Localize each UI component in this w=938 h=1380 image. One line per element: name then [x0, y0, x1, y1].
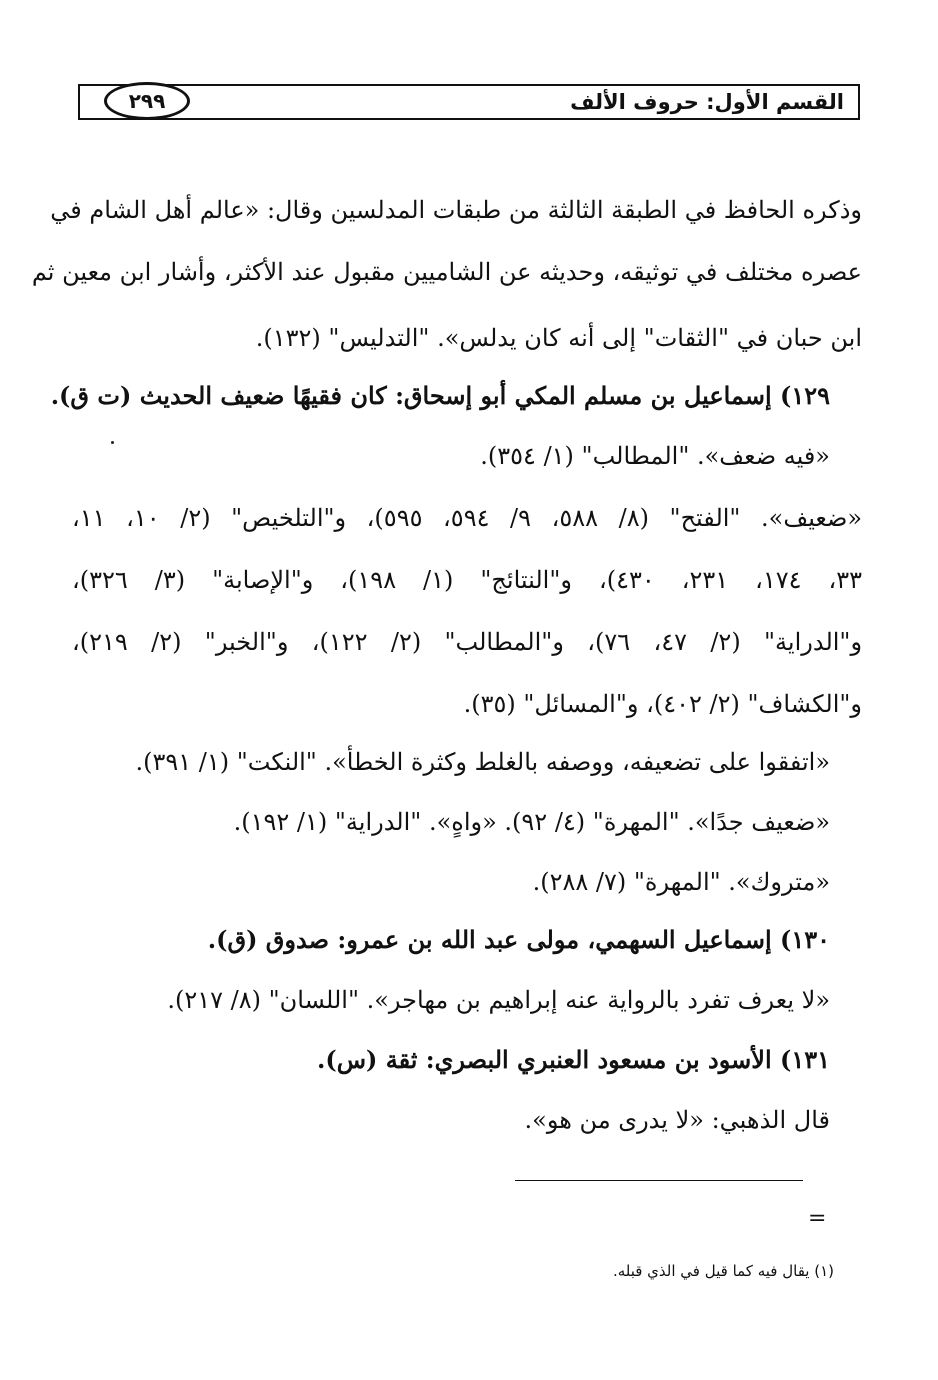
text-line-16: قال الذهبي: «لا يدرى من هو». [524, 1106, 830, 1134]
text-line-12: «متروك». "المهرة" (٧/ ٢٨٨). [532, 868, 830, 896]
footnote-divider [515, 1180, 803, 1181]
text-line-10: «اتفقوا على تضعيفه، ووصفه بالغلط وكثرة الخطأ». "النكت" (١/ ٣٩١). [135, 748, 830, 776]
text-line-1: وذكره الحافظ في الطبقة الثالثة من طبقات المدلسين وقال: «عالم أهل الشام في [50, 196, 862, 224]
text-line-6: «ضعيف». "الفتح" (٨/ ٥٨٨، ٩/ ٥٩٤، ٥٩٥)، و"التلخيص" (٢/ ١٠، ١١، [72, 504, 863, 532]
text-line-7: ٣٣، ١٧٤، ٢٣١، ٤٣٠)، و"النتائج" (١/ ١٩٨)، و"الإصابة" (٣/ ٣٢٦)، [72, 566, 863, 594]
text-line-9: و"الكشاف" (٢/ ٤٠٢)، و"المسائل" (٣٥). [463, 690, 862, 718]
entry-131-heading: ١٣١) الأسود بن مسعود العنبري البصري: ثقة (س). [317, 1045, 830, 1074]
print-speck [111, 441, 114, 444]
text-line-8: و"الدراية" (٢/ ٤٧، ٧٦)، و"المطالب" (٢/ ١٢٢)، و"الخبر" (٢/ ٢١٩)، [72, 628, 863, 656]
header-title: القسم الأول: حروف الألف [570, 90, 844, 114]
text-line-11: «ضعيف جدًا». "المهرة" (٤/ ٩٢). «واهٍ». "الدراية" (١/ ١٩٢). [233, 808, 830, 836]
text-line-3: ابن حبان في "الثقات" إلى أنه كان يدلس». "التدليس" (١٣٢). [255, 324, 862, 352]
text-line-2: عصره مختلف في توثيقه، وحديثه عن الشاميين مقبول عند الأكثر، وأشار ابن معين ثم [31, 258, 862, 286]
text-line-14: «لا يعرف تفرد بالرواية عنه إبراهيم بن مهاجر». "اللسان" (٨/ ٢١٧). [167, 986, 830, 1014]
entry-129-heading: ١٢٩) إسماعيل بن مسلم المكي أبو إسحاق: كان فقيهًا ضعيف الحديث (ت ق). [50, 381, 830, 410]
running-header [78, 84, 860, 120]
entry-130-heading: ١٣٠) إسماعيل السهمي، مولى عبد الله بن عمرو: صدوق (ق). [207, 925, 830, 954]
text-line-5: «فيه ضعف». "المطالب" (١/ ٣٥٤). [480, 442, 830, 470]
page-number-badge: ٢٩٩ [104, 82, 190, 120]
footnote-1: (١) يقال فيه كما قيل في الذي قبله. [612, 1262, 834, 1280]
continuation-mark: = [808, 1206, 827, 1231]
